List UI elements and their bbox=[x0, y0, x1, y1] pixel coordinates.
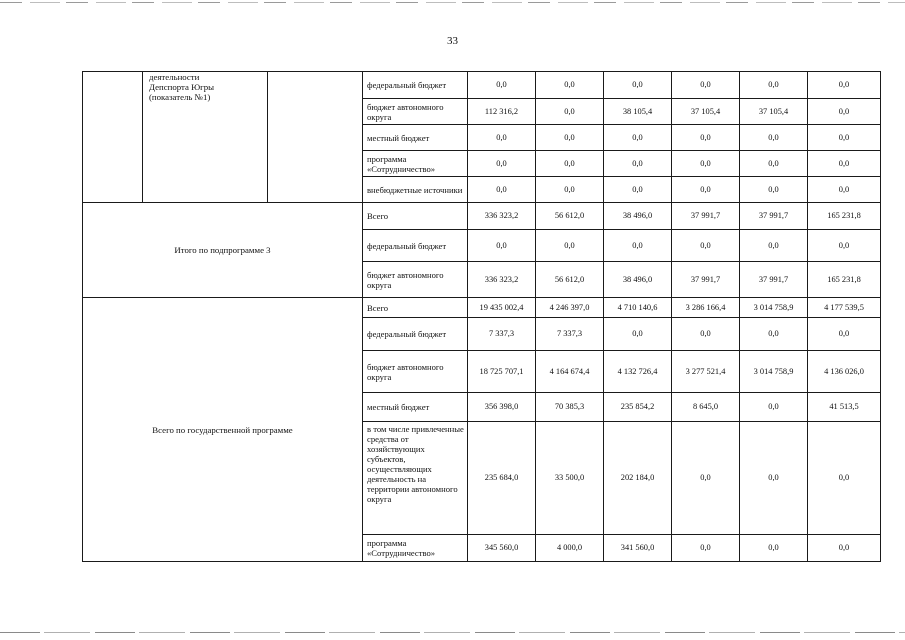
funding-source: местный бюджет bbox=[363, 393, 468, 422]
value-cell: 165 231,8 bbox=[808, 262, 881, 298]
value-cell: 235 684,0 bbox=[468, 422, 536, 535]
value-cell: 19 435 002,4 bbox=[468, 298, 536, 318]
value-cell: 0,0 bbox=[468, 177, 536, 203]
value-cell: 7 337,3 bbox=[536, 318, 604, 351]
value-cell: 38 496,0 bbox=[604, 203, 672, 230]
funding-source: федеральный бюджет bbox=[363, 230, 468, 262]
indicator-line: (показатель №1) bbox=[149, 92, 211, 102]
value-cell: 37 991,7 bbox=[740, 203, 808, 230]
value-cell: 0,0 bbox=[672, 318, 740, 351]
value-cell: 4 000,0 bbox=[536, 535, 604, 562]
value-cell: 345 560,0 bbox=[468, 535, 536, 562]
indicator-cell bbox=[143, 72, 268, 203]
value-cell: 56 612,0 bbox=[536, 203, 604, 230]
indicator-line: деятельности bbox=[149, 72, 200, 82]
value-cell: 0,0 bbox=[672, 422, 740, 535]
funding-source: бюджет автономного округа bbox=[363, 99, 468, 125]
value-cell: 0,0 bbox=[740, 535, 808, 562]
value-cell: 38 496,0 bbox=[604, 262, 672, 298]
scan-edge-top bbox=[0, 2, 905, 3]
value-cell: 4 164 674,4 bbox=[536, 351, 604, 393]
value-cell: 0,0 bbox=[808, 125, 881, 151]
page-number: 33 bbox=[447, 35, 458, 47]
funding-source: Всего bbox=[363, 298, 468, 318]
indicator-line: Депспорта Югры bbox=[149, 82, 215, 92]
empty-cell bbox=[268, 72, 363, 203]
value-cell: 3 014 758,9 bbox=[740, 298, 808, 318]
value-cell: 38 105,4 bbox=[604, 99, 672, 125]
value-cell: 37 991,7 bbox=[740, 262, 808, 298]
value-cell: 0,0 bbox=[808, 318, 881, 351]
value-cell: 56 612,0 bbox=[536, 262, 604, 298]
value-cell: 41 513,5 bbox=[808, 393, 881, 422]
subprogram-total-label: Итого по подпрограмме 3 bbox=[83, 203, 363, 298]
value-cell: 4 177 539,5 bbox=[808, 298, 881, 318]
value-cell: 0,0 bbox=[808, 535, 881, 562]
value-cell: 33 500,0 bbox=[536, 422, 604, 535]
value-cell: 37 991,7 bbox=[672, 203, 740, 230]
value-cell: 0,0 bbox=[740, 422, 808, 535]
value-cell: 37 105,4 bbox=[672, 99, 740, 125]
value-cell: 0,0 bbox=[604, 151, 672, 177]
value-cell: 0,0 bbox=[740, 72, 808, 99]
value-cell: 3 286 166,4 bbox=[672, 298, 740, 318]
value-cell: 0,0 bbox=[468, 151, 536, 177]
value-cell: 4 136 026,0 bbox=[808, 351, 881, 393]
value-cell: 0,0 bbox=[604, 125, 672, 151]
funding-source: программа «Сотрудничество» bbox=[363, 535, 468, 562]
funding-source: федеральный бюджет bbox=[363, 72, 468, 99]
value-cell: 4 132 726,4 bbox=[604, 351, 672, 393]
value-cell: 0,0 bbox=[808, 151, 881, 177]
value-cell: 8 645,0 bbox=[672, 393, 740, 422]
value-cell: 7 337,3 bbox=[468, 318, 536, 351]
value-cell: 0,0 bbox=[468, 230, 536, 262]
value-cell: 202 184,0 bbox=[604, 422, 672, 535]
value-cell: 336 323,2 bbox=[468, 203, 536, 230]
value-cell: 0,0 bbox=[808, 422, 881, 535]
value-cell: 165 231,8 bbox=[808, 203, 881, 230]
empty-cell bbox=[83, 72, 143, 203]
value-cell: 0,0 bbox=[672, 230, 740, 262]
funding-source: федеральный бюджет bbox=[363, 318, 468, 351]
value-cell: 3 277 521,4 bbox=[672, 351, 740, 393]
budget-table bbox=[82, 71, 881, 562]
value-cell: 0,0 bbox=[740, 393, 808, 422]
funding-source: программа «Сотрудничество» bbox=[363, 151, 468, 177]
program-total-label: Всего по государственной программе bbox=[83, 298, 363, 562]
value-cell: 235 854,2 bbox=[604, 393, 672, 422]
table-row bbox=[83, 72, 881, 99]
value-cell: 0,0 bbox=[740, 318, 808, 351]
funding-source: внебюджетные источники bbox=[363, 177, 468, 203]
table-row bbox=[83, 298, 881, 318]
value-cell: 112 316,2 bbox=[468, 99, 536, 125]
value-cell: 0,0 bbox=[672, 177, 740, 203]
value-cell: 356 398,0 bbox=[468, 393, 536, 422]
funding-source: Всего bbox=[363, 203, 468, 230]
value-cell: 0,0 bbox=[672, 151, 740, 177]
value-cell: 0,0 bbox=[740, 177, 808, 203]
funding-source: бюджет автономного округа bbox=[363, 262, 468, 298]
value-cell: 0,0 bbox=[604, 72, 672, 99]
funding-source: в том числе привлеченные средства от хозяйствующих субъектов, осуществляющих деятельность на территории автономного округа bbox=[363, 422, 468, 535]
scan-edge-bottom bbox=[0, 632, 905, 633]
value-cell: 0,0 bbox=[536, 125, 604, 151]
funding-source: местный бюджет bbox=[363, 125, 468, 151]
value-cell: 3 014 758,9 bbox=[740, 351, 808, 393]
value-cell: 4 710 140,6 bbox=[604, 298, 672, 318]
value-cell: 0,0 bbox=[672, 72, 740, 99]
value-cell: 0,0 bbox=[536, 99, 604, 125]
value-cell: 0,0 bbox=[808, 99, 881, 125]
table-row bbox=[83, 203, 881, 230]
value-cell: 0,0 bbox=[604, 230, 672, 262]
value-cell: 0,0 bbox=[740, 151, 808, 177]
value-cell: 0,0 bbox=[740, 230, 808, 262]
value-cell: 0,0 bbox=[808, 177, 881, 203]
value-cell: 0,0 bbox=[604, 177, 672, 203]
value-cell: 0,0 bbox=[536, 230, 604, 262]
value-cell: 0,0 bbox=[468, 125, 536, 151]
value-cell: 37 105,4 bbox=[740, 99, 808, 125]
value-cell: 0,0 bbox=[808, 230, 881, 262]
value-cell: 336 323,2 bbox=[468, 262, 536, 298]
value-cell: 0,0 bbox=[740, 125, 808, 151]
value-cell: 0,0 bbox=[604, 318, 672, 351]
value-cell: 0,0 bbox=[536, 72, 604, 99]
value-cell: 0,0 bbox=[808, 72, 881, 99]
funding-source: бюджет автономного округа bbox=[363, 351, 468, 393]
value-cell: 18 725 707,1 bbox=[468, 351, 536, 393]
value-cell: 341 560,0 bbox=[604, 535, 672, 562]
value-cell: 0,0 bbox=[672, 125, 740, 151]
value-cell: 70 385,3 bbox=[536, 393, 604, 422]
value-cell: 0,0 bbox=[468, 72, 536, 99]
value-cell: 0,0 bbox=[536, 151, 604, 177]
value-cell: 4 246 397,0 bbox=[536, 298, 604, 318]
value-cell: 37 991,7 bbox=[672, 262, 740, 298]
value-cell: 0,0 bbox=[536, 177, 604, 203]
value-cell: 0,0 bbox=[672, 535, 740, 562]
